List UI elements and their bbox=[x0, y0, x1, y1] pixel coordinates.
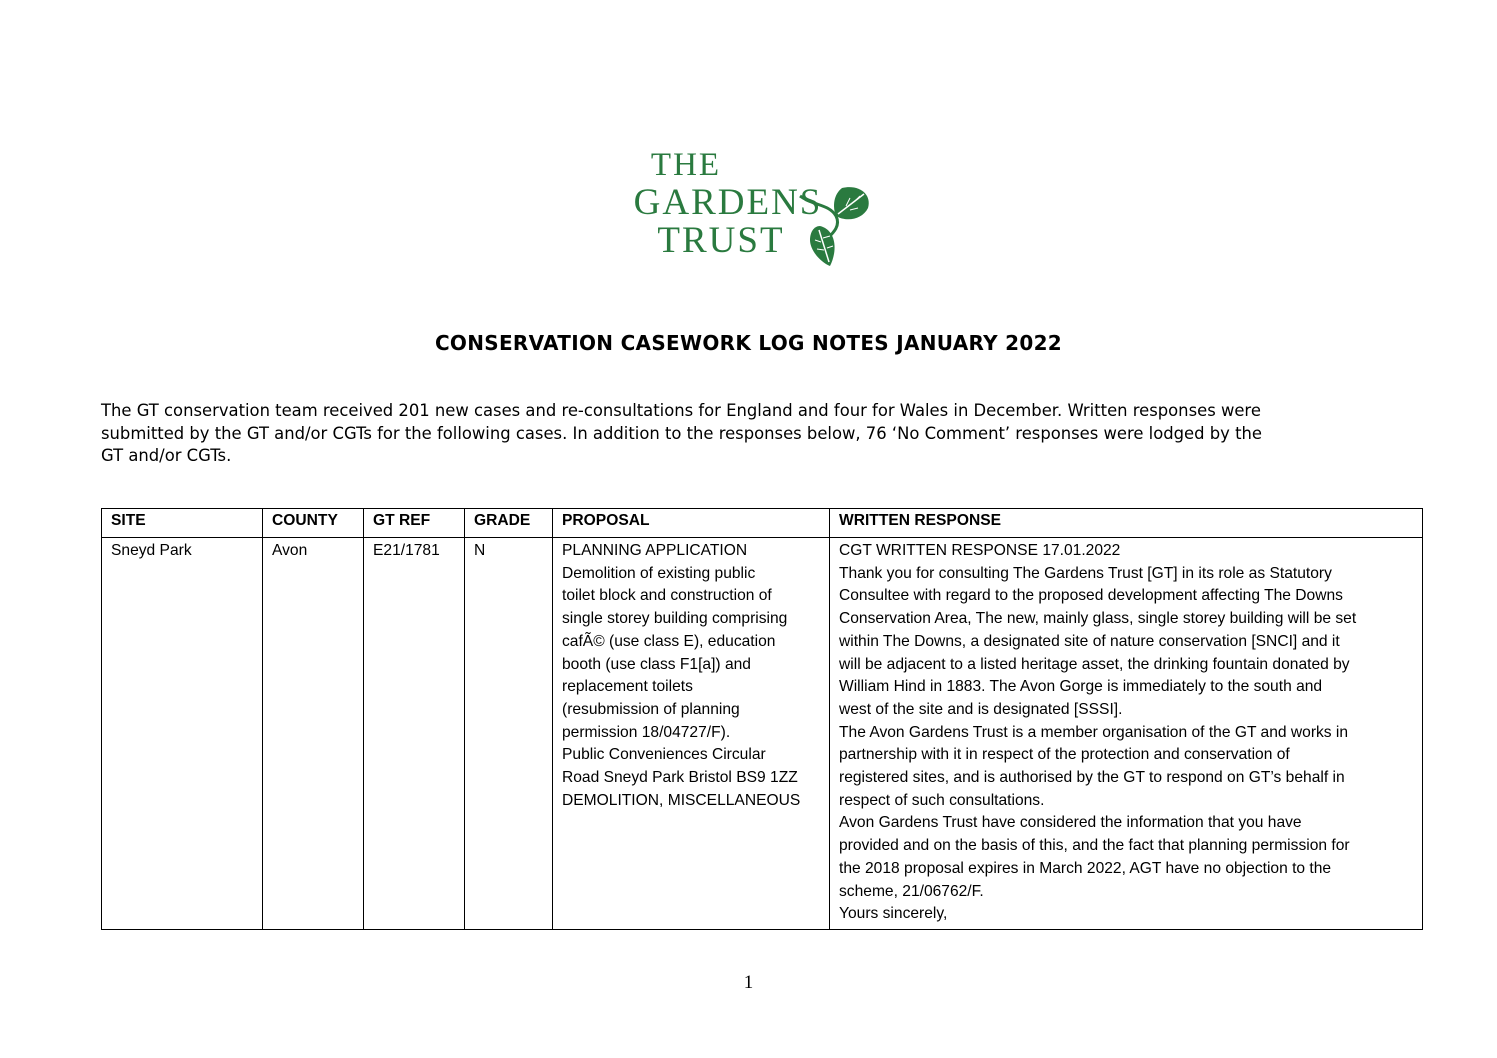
page-number: 1 bbox=[743, 972, 754, 993]
proposal-line: PLANNING APPLICATION bbox=[562, 542, 748, 559]
response-line: CGT WRITTEN RESPONSE 17.01.2022 bbox=[839, 542, 1121, 559]
proposal-line: DEMOLITION, MISCELLANEOUS bbox=[562, 791, 801, 809]
casework-table bbox=[101, 508, 1423, 930]
cell-gt-ref: E21/1781 bbox=[364, 538, 465, 930]
proposal-line: Demolition of existing public bbox=[562, 564, 756, 582]
cell-site: Sneyd Park bbox=[102, 538, 263, 930]
header-county: COUNTY bbox=[263, 509, 364, 538]
logo-line-trust: TRUST bbox=[657, 220, 785, 261]
proposal-line: single storey building comprising bbox=[562, 610, 788, 628]
header-written-response: WRITTEN RESPONSE bbox=[830, 509, 1423, 538]
response-line: Conservation Area, The new, mainly glass, single storey building will be set bbox=[839, 610, 1357, 628]
gardens-trust-logo bbox=[624, 146, 874, 270]
response-line: Yours sincerely, bbox=[839, 905, 948, 923]
response-line: provided and on the basis of this, and the fact that planning permission for bbox=[839, 837, 1350, 855]
proposal-line: toilet block and construction of bbox=[562, 587, 772, 605]
intro-line: The GT conservation team received 201 new cases and re-consultations for England and four for Wales in December. Written responses were bbox=[101, 401, 1261, 420]
response-line: Thank you for consulting The Gardens Trust [GT] in its role as Statutory bbox=[839, 564, 1332, 582]
response-line: west of the site and is designated [SSSI]. bbox=[839, 700, 1123, 718]
response-line: Consultee with regard to the proposed development affecting The Downs bbox=[839, 587, 1343, 605]
cell-grade: N bbox=[465, 538, 553, 930]
cell-proposal bbox=[553, 538, 830, 930]
proposal-line: permission 18/04727/F). bbox=[562, 723, 731, 741]
response-line: within The Downs, a designated site of nature conservation [SNCI] and it bbox=[839, 632, 1340, 650]
intro-paragraph bbox=[101, 400, 1391, 468]
logo-line-the: THE bbox=[650, 147, 722, 183]
logo-line-gardens: GARDENS bbox=[633, 182, 823, 223]
header-gt-ref: GT REF bbox=[364, 509, 465, 538]
table-row bbox=[102, 538, 1423, 930]
response-line: scheme, 21/06762/F. bbox=[839, 882, 984, 900]
document-title: CONSERVATION CASEWORK LOG NOTES JANUARY 2022 bbox=[434, 331, 1063, 355]
table-header-row bbox=[102, 509, 1423, 538]
response-line: The Avon Gardens Trust is a member organisation of the GT and works in bbox=[839, 723, 1349, 741]
response-line: will be adjacent to a listed heritage asset, the drinking fountain donated by bbox=[839, 655, 1350, 673]
proposal-line: (resubmission of planning bbox=[562, 700, 740, 718]
header-grade: GRADE bbox=[465, 509, 553, 538]
response-line: registered sites, and is authorised by the GT to respond on GT’s behalf in bbox=[839, 769, 1345, 787]
proposal-line: replacement toilets bbox=[562, 678, 693, 696]
response-line: the 2018 proposal expires in March 2022, AGT have no objection to the bbox=[839, 859, 1332, 877]
response-line: partnership with it in respect of the protection and conservation of bbox=[839, 746, 1290, 764]
response-line: respect of such consultations. bbox=[839, 791, 1045, 809]
header-proposal: PROPOSAL bbox=[553, 509, 830, 538]
cell-county: Avon bbox=[263, 538, 364, 930]
response-line: Avon Gardens Trust have considered the information that you have bbox=[839, 814, 1302, 832]
header-site: SITE bbox=[102, 509, 263, 538]
proposal-line: cafÃ© (use class E), education bbox=[562, 632, 776, 650]
proposal-line: Public Conveniences Circular bbox=[562, 746, 766, 764]
intro-line: submitted by the GT and/or CGTs for the following cases. In addition to the responses below, 76 ‘No Comment’ responses were lodged by the bbox=[101, 423, 1262, 443]
cell-written-response bbox=[830, 538, 1423, 930]
intro-line: GT and/or CGTs. bbox=[101, 446, 232, 465]
proposal-line: Road Sneyd Park Bristol BS9 1ZZ bbox=[562, 769, 798, 787]
response-line: William Hind in 1883. The Avon Gorge is immediately to the south and bbox=[839, 678, 1323, 696]
proposal-line: booth (use class F1[a]) and bbox=[562, 655, 751, 673]
